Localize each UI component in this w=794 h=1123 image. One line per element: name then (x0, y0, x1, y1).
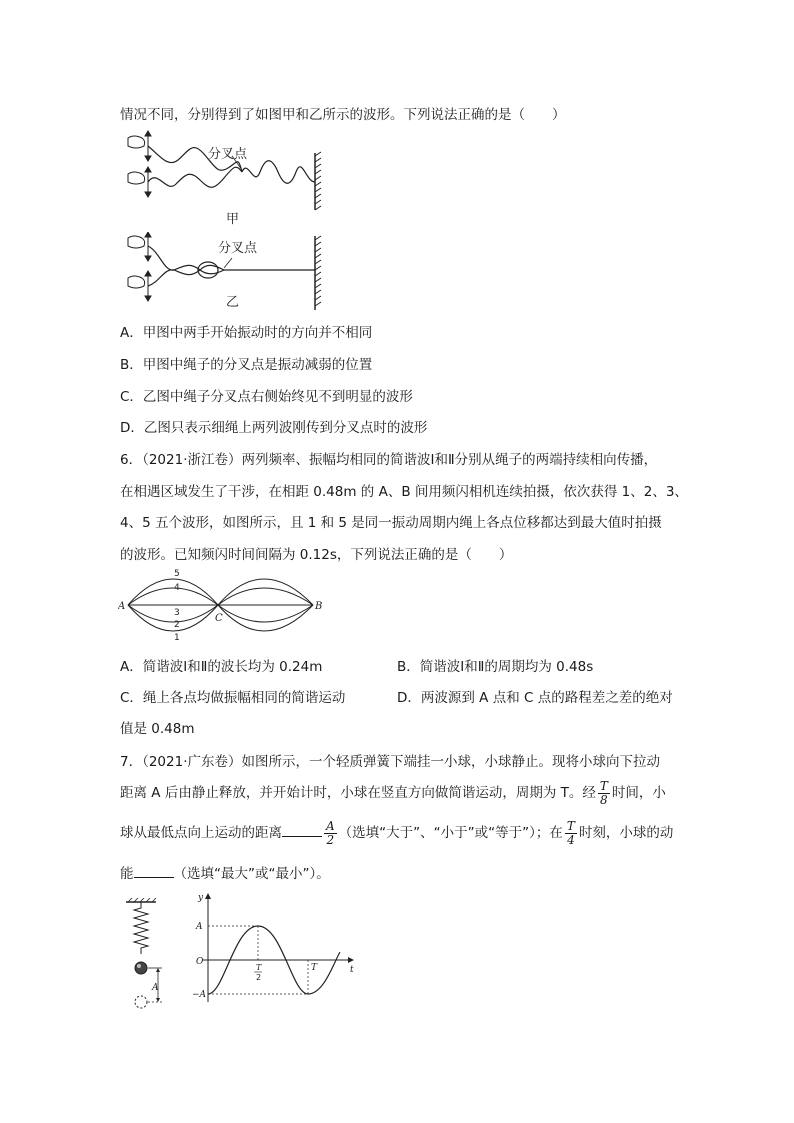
intro-line: 情况不同，分别得到了如图甲和乙所示的波形。下列说法正确的是（ ） (120, 107, 566, 123)
q5-option-d: D．乙图只表示细绳上两列波刚传到分叉点时的波形 (120, 420, 428, 436)
interference-figure (118, 566, 328, 644)
x-tick-T2-num: T (256, 963, 262, 972)
hand-icon (128, 136, 145, 184)
point-B: B (315, 601, 323, 612)
fraction-T-8: $\frac{T}{8}$ (599, 778, 608, 807)
y-tick-minus-A: −A (192, 990, 207, 1000)
vibration-arrows (145, 131, 151, 197)
q7-line2: 距离 A 后由静止释放，并开始计时，小球在竖直方向做简谐运动，周期为 T。经 $\frac{T}{8}$ 时间，小 (120, 778, 666, 807)
fraction-A-2: $\frac{A}{2}$ (326, 818, 335, 847)
curve-label-1: 1 (174, 633, 180, 643)
q6-line: 的波形。已知频闪时间间隔为 0.12s，下列说法正确的是（ ） (120, 547, 513, 563)
q5-option-a: A．甲图中两手开始振动时的方向并不相同 (120, 325, 373, 341)
shm-graph (190, 890, 360, 1010)
point-A: A (118, 601, 126, 612)
q6-option-d: D．两波源到 A 点和 C 点的路程差之差的绝对 (397, 690, 673, 706)
q6-option-a: A．简谐波Ⅰ和Ⅱ的波长均为 0.24m (120, 659, 323, 675)
y-tick-A: A (196, 922, 203, 932)
x-tick-T2-den: 2 (256, 973, 262, 982)
q7-line4: 能 （选填“最大”或“最小”）。 (120, 866, 330, 882)
curve-label-5: 5 (174, 569, 180, 579)
origin-label: O (196, 957, 204, 967)
fork-label: 分叉点 (218, 241, 258, 256)
answer-blank-2[interactable] (134, 865, 174, 878)
curve-label-3: 3 (174, 608, 180, 618)
fraction-T-4: $\frac{T}{4}$ (566, 818, 575, 847)
q5-option-c: C．乙图中绳子分叉点右侧始终见不到明显的波形 (120, 389, 413, 405)
q7-line3: 球从最低点向上运动的距离 $\frac{A}{2}$ （选填“大于”、“小于”或“等于”）；在 $\frac{T}{4}$ 时刻，小球的动 (120, 818, 674, 847)
curve-label-4: 4 (174, 583, 180, 593)
spring-figure (122, 898, 172, 1010)
q6-line: 在相遇区域发生了干涉，在相距 0.48m 的 A、B 间用频闪相机连续拍摄，依次获得 1、2、3、 (120, 484, 688, 500)
fork-label: 分叉点 (208, 147, 248, 162)
y-axis-label: y (198, 893, 204, 903)
answer-blank-1[interactable] (282, 824, 322, 837)
x-tick-T: T (311, 963, 318, 973)
point-C: C (215, 613, 223, 624)
q6-option-d-cont: 值是 0.48m (120, 721, 195, 737)
q5-option-b: B．甲图中绳子的分叉点是振动减弱的位置 (120, 357, 373, 373)
figure-caption: 甲 (226, 212, 240, 227)
q6-option-b: B．简谐波Ⅰ和Ⅱ的周期均为 0.48s (397, 659, 594, 675)
q6-line: 6．（2021·浙江卷）两列频率、振幅均相同的简谐波Ⅰ和Ⅱ分别从绳子的两端持续相向传播， (120, 452, 658, 468)
figure-yi (120, 232, 330, 312)
figure-caption: 乙 (226, 295, 240, 310)
figure-jia (120, 128, 330, 228)
q6-option-c: C．绳上各点均做振幅相同的简谐运动 (120, 690, 346, 706)
q7-line1: 7．（2021·广东卷）如图所示，一个轻质弹簧下端挂一小球，小球静止。现将小球向下拉动 (120, 754, 660, 770)
spring-amplitude-label: A (152, 983, 159, 993)
curve-label-2: 2 (174, 620, 180, 630)
x-axis-label: t (350, 965, 354, 975)
q6-line: 4、5 五个波形，如图所示，且 1 和 5 是同一振动周期内绳上各点位移都达到最大值时拍摄 (120, 515, 662, 531)
